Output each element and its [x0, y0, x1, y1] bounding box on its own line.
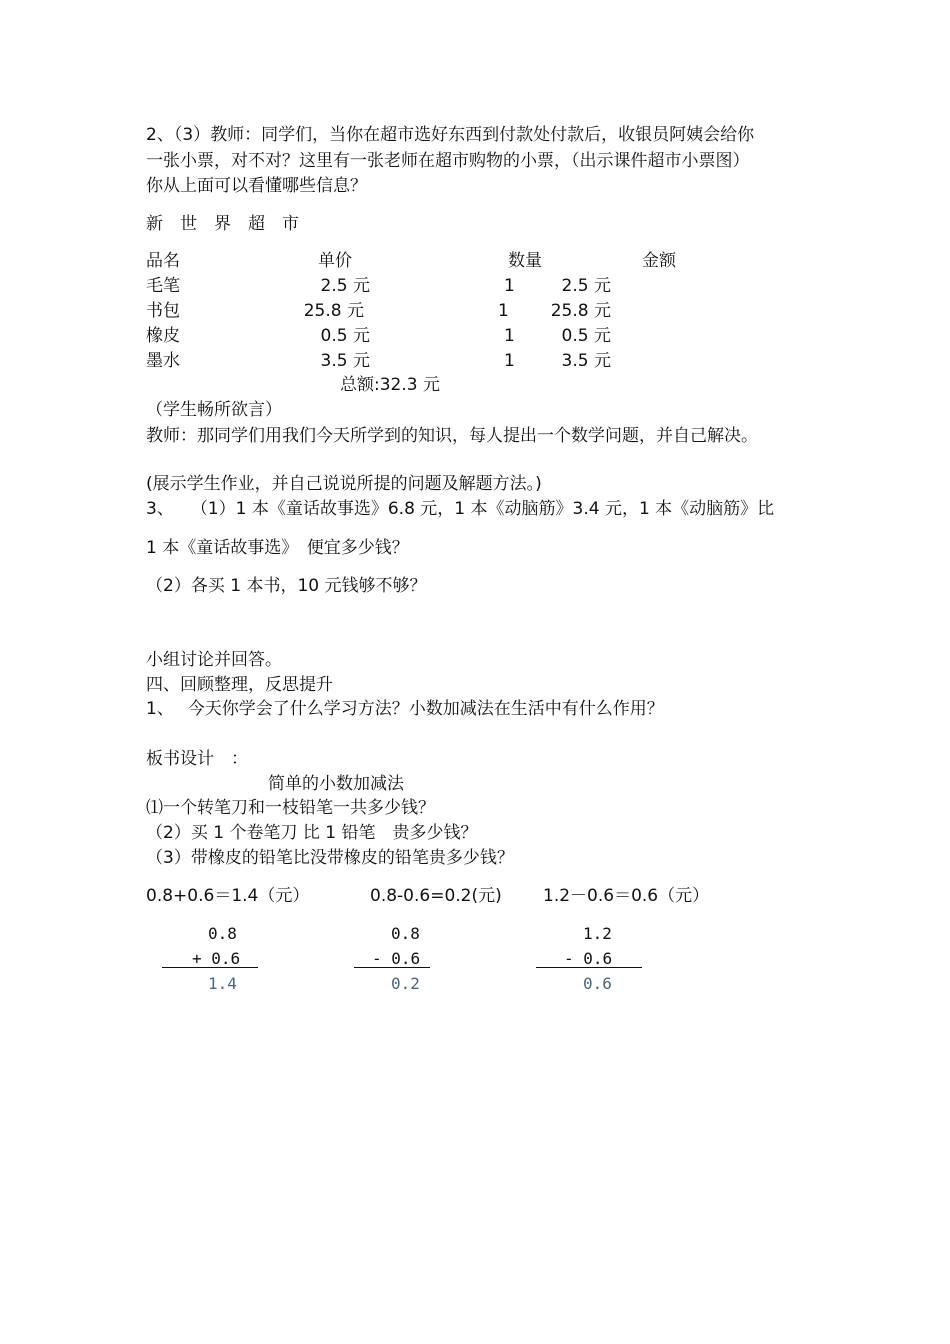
receipt-item-amount: 2.5 元 — [561, 276, 611, 296]
receipt-item-price: 2.5 元 — [320, 276, 370, 296]
board-title: 简单的小数加减法 — [268, 774, 404, 794]
calc-bottom-number: - 0.6 — [372, 949, 421, 968]
problem-3-line-3: （2）各买 1 本书，10 元钱够不够？ — [146, 576, 427, 596]
calc-result: 0.6 — [583, 974, 612, 993]
receipt-item-qty: 1 — [504, 326, 515, 346]
receipt-item-qty: 1 — [498, 301, 509, 321]
receipt-item-qty: 1 — [504, 276, 515, 296]
section-4-heading: 四、回顾整理，反思提升 — [146, 675, 333, 695]
receipt-total: 总额:32.3 元 — [340, 375, 440, 395]
board-question-3: （3）带橡皮的铅笔比没带橡皮的铅笔贵多少钱？ — [146, 848, 514, 868]
receipt-header-qty: 数量 — [508, 251, 542, 271]
calc-top-number: 0.8 — [391, 924, 420, 943]
receipt-header-amount: 金额 — [642, 251, 676, 271]
receipt-item-price: 25.8 元 — [303, 301, 364, 321]
receipt-item-amount: 0.5 元 — [561, 326, 611, 346]
intro-line-2: 一张小票，对不对？这里有一张老师在超市购物的小票，（出示课件超市小票图） — [146, 151, 750, 171]
receipt-header-name: 品名 — [146, 251, 180, 271]
calc-top-number: 1.2 — [583, 924, 612, 943]
receipt-item-price: 0.5 元 — [320, 326, 370, 346]
calc-result: 1.4 — [208, 974, 237, 993]
receipt-item-price: 3.5 元 — [320, 351, 370, 371]
problem-3-line-1: 3、 （1）1 本《童话故事选》6.8 元，1 本《动脑筋》3.4 元，1 本《动脑筋》比 — [146, 499, 775, 519]
receipt-item-qty: 1 — [504, 351, 515, 371]
receipt-item-name: 橡皮 — [146, 326, 180, 346]
receipt-item-name: 墨水 — [146, 351, 180, 371]
calc-underline — [536, 967, 642, 968]
intro-line-3: 你从上面可以看懂哪些信息？ — [146, 176, 367, 196]
equation-1: 0.8+0.6＝1.4（元） — [146, 886, 310, 906]
teacher-prompt: 教师：那同学们用我们今天所学到的知识，每人提出一个数学问题，并自己解决。 — [146, 426, 758, 446]
board-question-1: ⑴一个转笔刀和一枝铅笔一共多少钱？ — [146, 798, 435, 818]
group-discussion: 小组讨论并回答。 — [146, 650, 282, 670]
problem-3-line-2: 1 本《童话故事选》 便宜多少钱？ — [146, 538, 409, 558]
receipt-store-name: 新 世 界 超 市 — [146, 214, 299, 234]
equation-3: 1.2－0.6＝0.6（元） — [543, 886, 710, 906]
calc-underline — [162, 967, 258, 968]
receipt-item-name: 毛笔 — [146, 276, 180, 296]
intro-line-1: 2、（3）教师：同学们，当你在超市选好东西到付款处付款后，收银员阿姨会给你 — [146, 125, 755, 145]
students-speak: （学生畅所欲言） — [146, 400, 282, 420]
board-design-label: 板书设计 ： — [146, 749, 248, 769]
calc-result: 0.2 — [391, 974, 420, 993]
board-question-2: （2）买 1 个卷笔刀 比 1 铅笔 贵多少钱？ — [146, 823, 478, 843]
calc-underline — [354, 967, 430, 968]
calc-bottom-number: - 0.6 — [564, 949, 613, 968]
show-homework: (展示学生作业，并自己说说所提的问题及解题方法。) — [146, 474, 542, 494]
equation-2: 0.8-0.6=0.2(元) — [370, 886, 502, 906]
receipt-item-amount: 3.5 元 — [561, 351, 611, 371]
receipt-item-amount: 25.8 元 — [550, 301, 611, 321]
receipt-header-price: 单价 — [318, 251, 352, 271]
calc-bottom-number: + 0.6 — [192, 949, 241, 968]
receipt-item-name: 书包 — [146, 301, 180, 321]
calc-top-number: 0.8 — [208, 924, 237, 943]
review-item-1: 1、 今天你学会了什么学习方法？小数加减法在生活中有什么作用？ — [146, 699, 664, 719]
